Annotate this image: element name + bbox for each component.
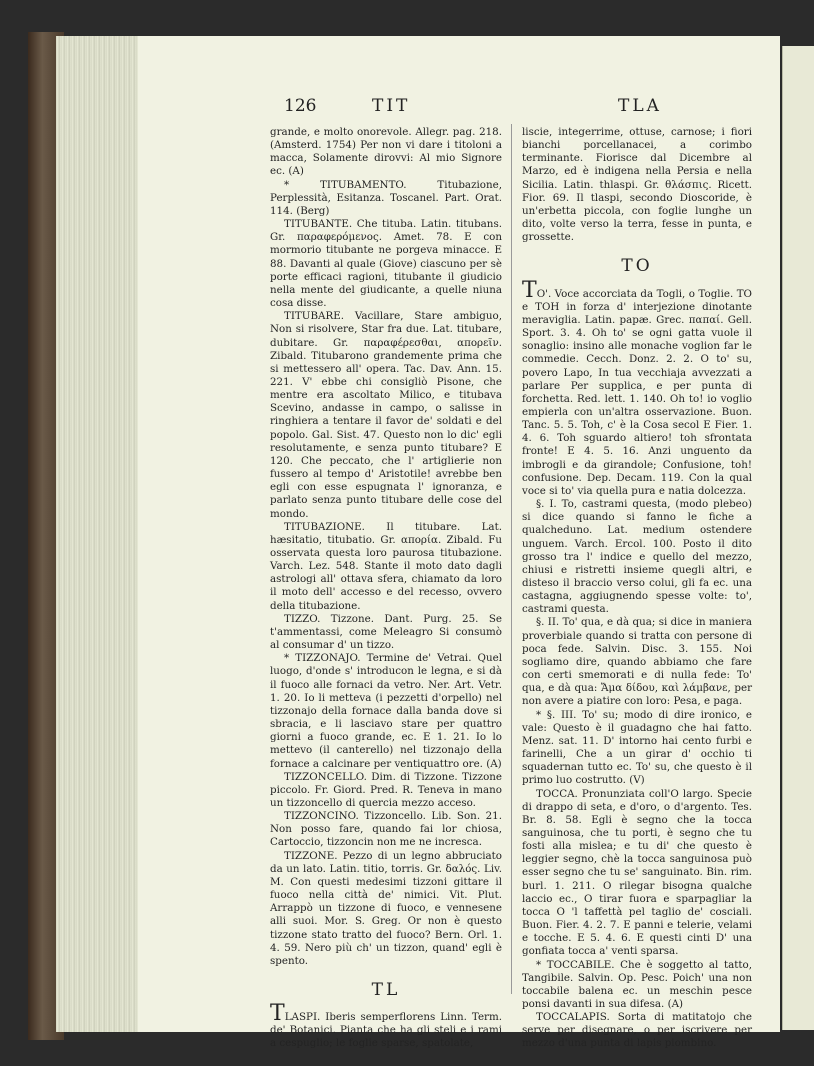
drop-cap: T [522, 277, 537, 303]
section-heading-to: TO [621, 256, 653, 277]
right-column [522, 126, 752, 1051]
entry-tizzonajo: * TIZZONAJO. Termine de' Vetrai. Quel luogo, d'onde s' introducon le legna, e si dà il fuoco alle fornaci da vetro. Ner. Art. Vetr. 1. 20. Io li metteva (i pezzetti d'orpello) nel tizzonajo della fornace dalla banda dove si sbracia, e li lasciavo stare per quattro giorni a fuoco grande, ec. E 1. 21. Io lo mettevo (il canterello) nel tizzonajo della fornace a calcinare per ventiquattro ore. (A) [270, 652, 502, 770]
page-number: 126 [284, 96, 317, 116]
entry-to-sec1: §. I. To, castrami questa, (modo plebeo) si dice quando si fanno le fiche a qualcheduno. Lat. medium ostendere unguem. Varch. Ercol. 100. Posto il dito grosso tra l' indice e quello del mezzo, chiusi e ristretti insieme quegli altri, e disteso il braccio verso colui, gli fa ec. una castagna, aggiugnendo spesse volte: to', castrami questa. [522, 498, 752, 616]
left-column [270, 126, 502, 1051]
entry-tizzo: TIZZO. Tizzone. Dant. Purg. 25. Se t'ammentassi, come Meleagro Si consumò al consumar d' un tizzo. [270, 612, 502, 652]
entry-to-text: O'. Voce accorciata da Togli, o Toglie. TO e TOH in forza d' interjezione dinotante meraviglia. Latin. papæ. Grec. παπαί. Gell. Sport. 3. 4. Oh to' se ogni gatta vuole il sonaglio: insino alle monache voglion far le commedie. Cecch. Donz. 2. 2. O to' su, povero Lapo, In tua vecchiaja avvezzati a parlare Per supplica, e per punta di forchetta. Red. lett. 1. 140. Oh to! io voglio empierla con un'altra osservazione. Buon. Tanc. 5. 5. Toh, c' è la Cosa secol E Fier. 1. 4. 6. Toh sguardo altiero! toh sfrontata fronte! E 4. 5. 16. Anzi unguento da imbrogli e da girandole; Confusione, toh! confusione. Dep. Decam. 119. Con la qual voce si to' via quella pura e natia dolcezza. [522, 287, 752, 497]
entry-titubare: TITUBARE. Vacillare, Stare ambiguo, Non si risolvere, Star fra due. Lat. titubare, dubitare. Gr. παραφέρεσθαι, απορεῖν. Zibald. Titubarono grandemente prima che si mettessero all' opera. Tac. Dav. Ann. 15. 221. V' ebbe chi consigliò Pisone, che mentre era ascoltato Milico, e titubava Scevino, andasse in campo, o salisse in ringhiera a tentare il favor de' soldati e del popolo. Gal. Sist. 47. Questo non lo dic' egli resolutamente, e senza punto titubare? E 120. Che peccato, che l' artiglierie non fussero al tempo d' Aristotile! avrebbe ben egli con esse espugnata l' ignoranza, e parlato senza punto titubare delle cose del mondo. [270, 310, 502, 520]
entry-titubante: TITUBANTE. Che titubа. Latin. titubans. Gr. παραφερόμενος. Amet. 78. E con mormorio titubante ne porgeva minacce. E 88. Davanti al quale (Giove) ciascuno per sè porte efficaci ragioni, titubante il giudicio nella mente del giudicante, a quelle niuna cosa disse. [270, 218, 502, 310]
entry-text: liscie, integerrime, ottuse, carnose; i fiori bianchi porcellanacei, a corimbo terminante. Fiorisce dal Dicembre al Marzo, ed è indigena nella Persia e nella Sicilia. Latin. thlaspi. Gr. θλάσπις. Ricett. Fior. 69. Il tlaspi, secondo Dioscoride, è un'erbetta piccola, con foglie lunghe un dito, volte verso la terra, fesse in punta, e grossette. [522, 126, 752, 244]
entry-toccalapis: TOCCALAPIS. Sorta di matitatojo che serve per disegnare, o per iscrivere per mezzo d'una punta di lapis piombino. [522, 1011, 752, 1050]
entry-toccabile: * TOCCABILE. Che è soggetto al tatto, Tangibile. Salvin. Op. Pesc. Poich' una non toccabile balena ec. un meschin pesce ponsi davanti in sua difesa. (A) [522, 958, 752, 1010]
section-heading-tl: TL [371, 980, 401, 1000]
entry-tizzoncello: TIZZONCELLO. Dim. di Tizzone. Tizzone piccolo. Fr. Giord. Pred. R. Teneva in mano un tizzoncello di quercia mezzo acceso. [270, 770, 502, 809]
page-edges [56, 36, 140, 1032]
entry-tlaspi-text: LASPI. Iberis semperflorens Linn. Term. de' Botanici. Pianta che ha gli steli e i rami a cespuglio; le foglie sparse, spatolate, [270, 1011, 502, 1050]
column-divider [511, 124, 512, 994]
entry-tlaspi [270, 1001, 502, 1050]
entry-titubamento: * TITUBAMENTO. Titubazione, Perplessità, Esitanza. Toscanel. Part. Orat. 114. (Berg) [270, 178, 502, 217]
entry-tocca: TOCCA. Pronunziata coll'O largo. Specie di drappo di seta, e d'oro, o d'argento. Tes. Br. 8. 58. Egli è segno che la tocca sanguinosa, che tu porti, è segno che tu fosti alla mislea; e tu di' che questo è leggier segno, chè la tocca sanguinosa può esser segno che tu se' sanguinato. Bin. rim. burl. 1. 211. O rilegar bisogna qualche laccio ec., O tirar fuora e sparpagliar la tocca O 'l taffettà pel taglio de' cosciali. Buon. Fier. 4. 2. 7. E panni e telerie, velami e tocche. E 5. 4. 6. E questi cinti D' una gonfiata tocca a' venti sparsa. [522, 787, 752, 958]
drop-cap: T [270, 1001, 285, 1027]
facing-page [782, 46, 814, 1030]
right-running-head: TLA [618, 96, 662, 116]
entry-text: grande, e molto onorevole. Allegr. pag. 218. (Amsterd. 1754) Per non vi dare i titoloni a macca, Solamente dirovvi: Al mio Signore ec. (A) [270, 126, 502, 178]
entry-to-sec3: * §. III. To' su; modo di dire ironico, e vale: Questo è il guadagno che hai fatto. Menz. sat. 11. D' intorno hai cento furbi e farinelli, Che a un girar d' occhio ti squadernan tutto ec. To' su, che questo è il primo luo costrutto. (V) [522, 708, 752, 787]
left-running-head: TIT [372, 96, 411, 116]
entry-to [522, 277, 752, 499]
entry-titubazione: TITUBAZIONE. Il titubare. Lat. hæsitatio, titubatio. Gr. απορία. Zibald. Fu osservata questa loro paurosa titubazione. Varch. Lez. 548. Stante il moto dato dagli astrologi all' ottava sfera, chiamato da loro il moto dell' accesso e del recesso, ovvero della titubazione. [270, 520, 502, 612]
entry-tizzoncino: TIZZONCINO. Tizzoncello. Lib. Son. 21. Non posso fare, quando fai lor chiosa, Cartoccio, tizzoncin non me ne incresca. [270, 810, 502, 849]
entry-to-sec2: §. II. To' qua, e dà qua; si dice in maniera proverbiale quando si tratta con persone di poca fede. Salvin. Disc. 3. 155. Noi sogliamo dire, quando abbiamo che fare con certi smemorati e di nulla fede: To' qua, e dà qua: Ἄμα δίδου, καὶ λάμβανε, per non avere a piatire con loro: Pesa, e paga. [522, 616, 752, 708]
entry-tizzone: TIZZONE. Pezzo di un legno abbruciato da un lato. Latin. titio, torris. Gr. δαλός. Liv. M. Con questi medesimi tizzoni gittare il fuoco nella città de' nimici. Vit. Plut. Arrappò un tizzone di fuoco, e vennesene alli suoi. Mor. S. Greg. Or non è questo tizzone stato tratto del fuoco? Bern. Orl. 1. 4. 59. Nero più ch' un tizzon, quand' egli è spento. [270, 849, 502, 967]
